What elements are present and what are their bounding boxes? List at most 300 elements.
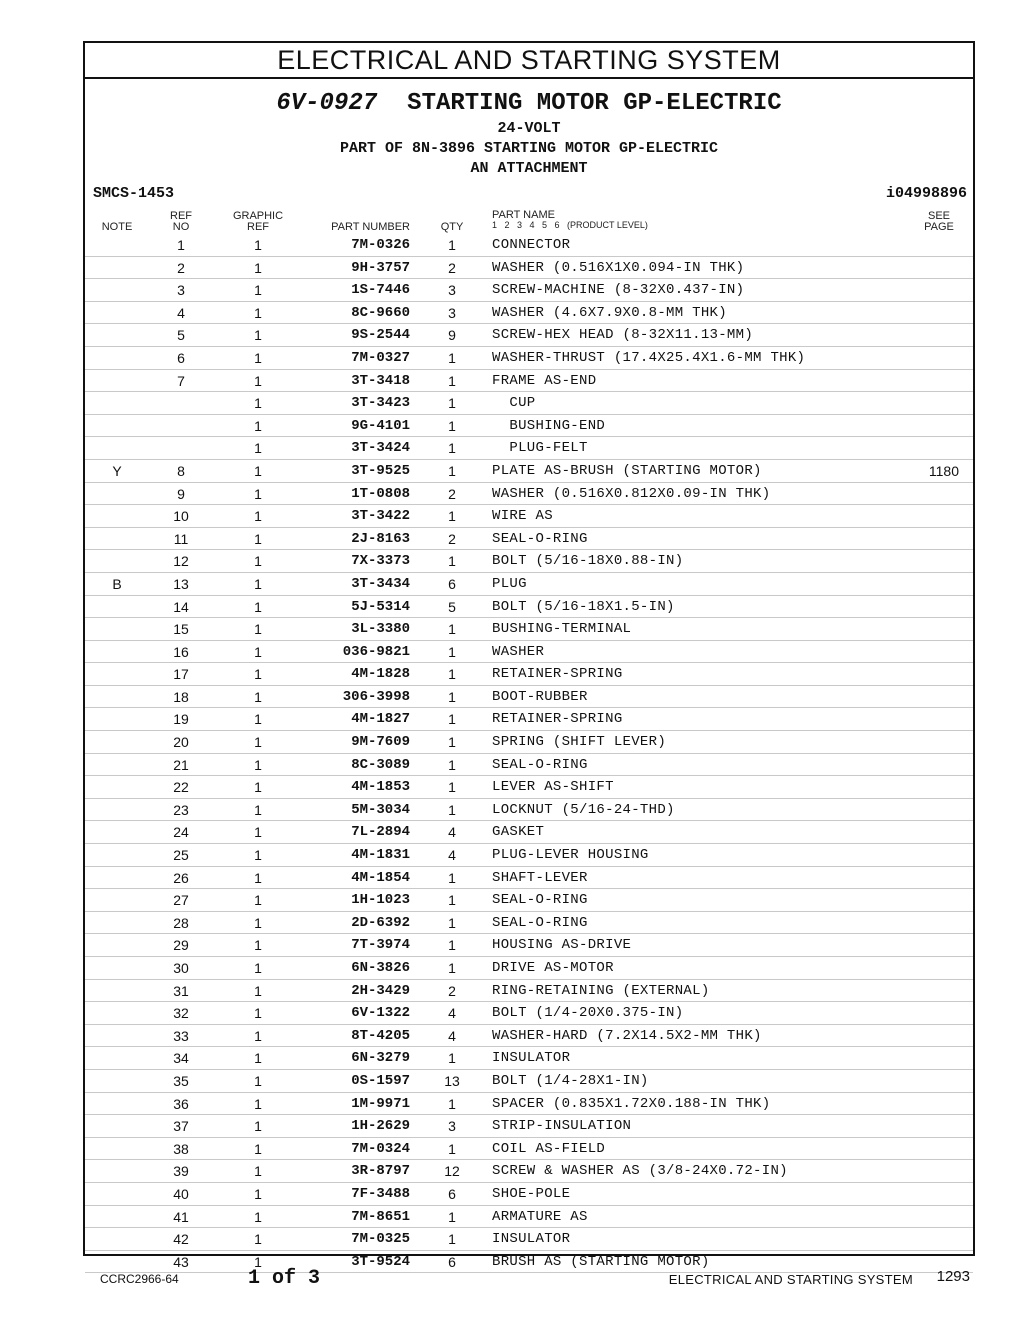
qty-cell: 1 xyxy=(448,666,456,683)
column-headers xyxy=(85,208,973,234)
see-page-cell: 1180 xyxy=(928,462,959,479)
graphic-ref-cell: 1 xyxy=(254,1253,262,1270)
ref-no-cell: 10 xyxy=(173,508,189,525)
col-part-name: PART NAME xyxy=(492,209,555,221)
part-number-cell: 5J-5314 xyxy=(351,598,410,615)
graphic-ref-cell: 1 xyxy=(254,1118,262,1135)
ref-no-cell: 26 xyxy=(173,869,189,886)
part-number-cell: 4M-1854 xyxy=(351,869,410,886)
qty-cell: 1 xyxy=(448,734,456,751)
part-number-cell: 7X-3373 xyxy=(351,553,410,570)
part-name-cell: GASKET xyxy=(492,824,545,841)
graphic-ref-cell: 1 xyxy=(254,395,262,412)
qty-cell: 1 xyxy=(448,756,456,773)
part-name-cell: INSULATOR xyxy=(492,1050,571,1067)
table-row xyxy=(85,1115,973,1138)
note-cell: B xyxy=(112,575,122,592)
part-number-cell: 9G-4101 xyxy=(351,417,410,434)
part-name-cell: SPRING (SHIFT LEVER) xyxy=(492,734,667,751)
part-name-cell: HOUSING AS-DRIVE xyxy=(492,937,632,954)
graphic-ref-cell: 1 xyxy=(254,485,262,502)
table-row xyxy=(85,799,973,822)
part-number-cell: 3T-3423 xyxy=(351,395,410,412)
part-number-cell: 3T-3424 xyxy=(351,440,410,457)
part-name-cell: WIRE AS xyxy=(492,508,553,525)
table-row xyxy=(85,234,973,257)
qty-cell: 12 xyxy=(444,1163,460,1180)
qty-cell: 1 xyxy=(448,801,456,818)
ref-no-cell: 34 xyxy=(173,1050,189,1067)
graphic-ref-cell: 1 xyxy=(254,327,262,344)
ref-no-cell: 38 xyxy=(173,1140,189,1157)
table-row xyxy=(85,505,973,528)
graphic-ref-cell: 1 xyxy=(254,462,262,479)
qty-cell: 1 xyxy=(448,937,456,954)
table-row xyxy=(85,686,973,709)
table-row xyxy=(85,776,973,799)
group-part-number: 6V-0927 xyxy=(276,90,378,117)
graphic-ref-cell: 1 xyxy=(254,982,262,999)
part-number-cell: 0S-1597 xyxy=(351,1072,410,1089)
table-row xyxy=(85,302,973,325)
col-note: NOTE xyxy=(101,221,133,233)
graphic-ref-cell: 1 xyxy=(254,1005,262,1022)
qty-cell: 6 xyxy=(448,1185,456,1202)
qty-cell: 4 xyxy=(448,824,456,841)
part-name-cell: SCREW-HEX HEAD (8-32X11.13-MM) xyxy=(492,327,754,344)
part-number-cell: 9M-7609 xyxy=(351,734,410,751)
part-number-cell: 7M-8651 xyxy=(351,1208,410,1225)
part-number-cell: 7F-3488 xyxy=(351,1185,410,1202)
ref-no-cell: 6 xyxy=(177,349,185,366)
table-row xyxy=(85,596,973,619)
graphic-ref-cell: 1 xyxy=(254,688,262,705)
part-number-cell: 3R-8797 xyxy=(351,1163,410,1180)
part-number-cell: 4M-1827 xyxy=(351,711,410,728)
table-row xyxy=(85,1070,973,1093)
part-name-cell: PLUG xyxy=(492,575,527,592)
table-row xyxy=(85,731,973,754)
qty-cell: 1 xyxy=(448,372,456,389)
graphic-ref-cell: 1 xyxy=(254,1163,262,1180)
col-ref-bottom: NO xyxy=(172,221,190,233)
table-row xyxy=(85,1025,973,1048)
part-name-cell: BOLT (1/4-28X1-IN) xyxy=(492,1072,649,1089)
ref-no-cell: 20 xyxy=(173,734,189,751)
part-name-cell: BUSHING-END xyxy=(492,417,606,434)
col-part-number: PART NUMBER xyxy=(331,221,410,233)
footer-code: CCRC2966-64 xyxy=(100,1272,179,1286)
ref-no-cell: 37 xyxy=(173,1118,189,1135)
table-row xyxy=(85,1002,973,1025)
ref-no-cell: 11 xyxy=(173,530,189,547)
document-id: i04998896 xyxy=(885,185,967,202)
part-name-cell: SEAL-O-RING xyxy=(492,892,588,909)
smcs-code: SMCS-1453 xyxy=(93,185,175,202)
part-name-cell: LEVER AS-SHIFT xyxy=(492,779,614,796)
part-name-cell: DRIVE AS-MOTOR xyxy=(492,960,614,976)
ref-no-cell: 28 xyxy=(173,914,189,931)
qty-cell: 1 xyxy=(448,621,456,638)
part-number-cell: 036-9821 xyxy=(342,643,410,660)
graphic-ref-cell: 1 xyxy=(254,1185,262,1202)
part-number-cell: 1S-7446 xyxy=(351,282,410,299)
part-name-cell: BUSHING-TERMINAL xyxy=(492,621,632,638)
graphic-ref-cell: 1 xyxy=(254,372,262,389)
part-number-cell: 6V-1322 xyxy=(351,1005,410,1022)
part-name-cell: WASHER (0.516X0.812X0.09-IN THK) xyxy=(492,485,771,502)
graphic-ref-cell: 1 xyxy=(254,530,262,547)
table-row xyxy=(85,844,973,867)
qty-cell: 1 xyxy=(448,1050,456,1067)
ref-no-cell: 42 xyxy=(173,1231,189,1248)
graphic-ref-cell: 1 xyxy=(254,598,262,615)
qty-cell: 1 xyxy=(448,553,456,570)
part-name-cell: BRUSH AS (STARTING MOTOR) xyxy=(492,1253,710,1270)
qty-cell: 2 xyxy=(448,982,456,999)
qty-cell: 1 xyxy=(448,237,456,253)
part-number-cell: 3T-3418 xyxy=(351,372,410,389)
parts-table-body xyxy=(85,234,973,1273)
table-row xyxy=(85,1183,973,1206)
part-number-cell: 8T-4205 xyxy=(351,1027,410,1044)
table-row xyxy=(85,437,973,460)
footer-page-number: 1293 xyxy=(936,1268,970,1285)
ref-no-cell: 19 xyxy=(173,711,189,728)
qty-cell: 3 xyxy=(448,1118,456,1135)
col-graphic-top: GRAPHIC xyxy=(232,210,284,222)
ref-no-cell: 4 xyxy=(177,304,185,321)
graphic-ref-cell: 1 xyxy=(254,643,262,660)
part-name-cell: BOLT (5/16-18X1.5-IN) xyxy=(492,598,675,615)
graphic-ref-cell: 1 xyxy=(254,937,262,954)
graphic-ref-cell: 1 xyxy=(254,1140,262,1157)
ref-no-cell: 29 xyxy=(173,937,189,954)
part-name-cell: CUP xyxy=(492,395,536,412)
table-row xyxy=(85,573,973,596)
part-number-cell: 7T-3974 xyxy=(351,937,410,954)
part-number-cell: 6N-3826 xyxy=(351,960,410,976)
qty-cell: 1 xyxy=(448,643,456,660)
note-cell: Y xyxy=(112,462,122,479)
graphic-ref-cell: 1 xyxy=(254,259,262,276)
part-number-cell: 8C-9660 xyxy=(351,304,410,321)
graphic-ref-cell: 1 xyxy=(254,237,262,253)
part-number-cell: 7M-0324 xyxy=(351,1140,410,1157)
part-name-cell: SCREW-MACHINE (8-32X0.437-IN) xyxy=(492,282,745,299)
part-number-cell: 7L-2894 xyxy=(351,824,410,841)
graphic-ref-cell: 1 xyxy=(254,1027,262,1044)
graphic-ref-cell: 1 xyxy=(254,508,262,525)
part-number-cell: 7M-0327 xyxy=(351,349,410,366)
part-name-cell: SEAL-O-RING xyxy=(492,530,588,547)
part-number-cell: 3L-3380 xyxy=(351,621,410,638)
group-title-line xyxy=(85,89,973,119)
part-number-cell: 8C-3089 xyxy=(351,756,410,773)
graphic-ref-cell: 1 xyxy=(254,960,262,976)
table-row xyxy=(85,980,973,1003)
part-name-cell: SPACER (0.835X1.72X0.188-IN THK) xyxy=(492,1095,771,1112)
smcs-row xyxy=(93,185,967,205)
part-number-cell: 1H-1023 xyxy=(351,892,410,909)
graphic-ref-cell: 1 xyxy=(254,847,262,864)
graphic-ref-cell: 1 xyxy=(254,779,262,796)
table-row xyxy=(85,347,973,370)
qty-cell: 1 xyxy=(448,1140,456,1157)
qty-cell: 1 xyxy=(448,1231,456,1248)
graphic-ref-cell: 1 xyxy=(254,575,262,592)
part-number-cell: 2J-8163 xyxy=(351,530,410,547)
part-number-cell: 3T-9525 xyxy=(351,462,410,479)
qty-cell: 4 xyxy=(448,1005,456,1022)
part-name-cell: WASHER xyxy=(492,643,545,660)
table-row xyxy=(85,821,973,844)
part-name-cell: WASHER-HARD (7.2X14.5X2-MM THK) xyxy=(492,1027,762,1044)
table-row xyxy=(85,1206,973,1229)
ref-no-cell: 21 xyxy=(173,756,189,773)
qty-cell: 4 xyxy=(448,847,456,864)
ref-no-cell: 24 xyxy=(173,824,189,841)
col-qty: QTY xyxy=(440,221,464,233)
graphic-ref-cell: 1 xyxy=(254,553,262,570)
ref-no-cell: 31 xyxy=(173,982,189,999)
graphic-ref-cell: 1 xyxy=(254,621,262,638)
part-name-cell: PLUG-LEVER HOUSING xyxy=(492,847,649,864)
part-number-cell: 6N-3279 xyxy=(351,1050,410,1067)
part-number-cell: 3T-9524 xyxy=(351,1253,410,1270)
ref-no-cell: 15 xyxy=(173,621,189,638)
graphic-ref-cell: 1 xyxy=(254,282,262,299)
part-name-cell: SHAFT-LEVER xyxy=(492,869,588,886)
part-name-cell: INSULATOR xyxy=(492,1231,571,1248)
table-row xyxy=(85,1160,973,1183)
graphic-ref-cell: 1 xyxy=(254,734,262,751)
col-graphic-bottom: REF xyxy=(247,221,269,233)
ref-no-cell: 13 xyxy=(173,575,189,592)
table-row xyxy=(85,663,973,686)
qty-cell: 3 xyxy=(448,304,456,321)
ref-no-cell: 32 xyxy=(173,1005,189,1022)
qty-cell: 2 xyxy=(448,530,456,547)
qty-cell: 1 xyxy=(448,711,456,728)
part-name-cell: WASHER (0.516X1X0.094-IN THK) xyxy=(492,259,745,276)
qty-cell: 1 xyxy=(448,779,456,796)
ref-no-cell: 27 xyxy=(173,892,189,909)
graphic-ref-cell: 1 xyxy=(254,349,262,366)
qty-cell: 1 xyxy=(448,462,456,479)
part-number-cell: 2D-6392 xyxy=(351,914,410,931)
table-row xyxy=(85,324,973,347)
table-row xyxy=(85,889,973,912)
part-name-cell: STRIP-INSULATION xyxy=(492,1118,632,1135)
section-title: ELECTRICAL AND STARTING SYSTEM xyxy=(85,43,973,79)
ref-no-cell: 5 xyxy=(177,327,185,344)
table-row xyxy=(85,1228,973,1251)
graphic-ref-cell: 1 xyxy=(254,869,262,886)
table-row xyxy=(85,641,973,664)
table-row xyxy=(85,415,973,438)
table-row xyxy=(85,754,973,777)
header-line-attachment: AN ATTACHMENT xyxy=(470,160,588,177)
part-number-cell: 3T-3434 xyxy=(351,575,410,592)
parts-page-frame xyxy=(83,41,975,1270)
qty-cell: 1 xyxy=(448,869,456,886)
table-row xyxy=(85,1138,973,1161)
part-number-cell: 9H-3757 xyxy=(351,259,410,276)
table-row xyxy=(85,279,973,302)
qty-cell: 13 xyxy=(444,1072,460,1089)
col-ref-top: REF xyxy=(170,210,192,222)
qty-cell: 1 xyxy=(448,417,456,434)
qty-cell: 2 xyxy=(448,485,456,502)
table-row xyxy=(85,957,973,980)
part-name-cell: BOLT (5/16-18X0.88-IN) xyxy=(492,553,684,570)
ref-no-cell: 39 xyxy=(173,1163,189,1180)
part-number-cell: 3T-3422 xyxy=(351,508,410,525)
part-name-cell: WASHER-THRUST (17.4X25.4X1.6-MM THK) xyxy=(492,349,806,366)
table-row xyxy=(85,1093,973,1116)
part-number-cell: 7M-0325 xyxy=(351,1231,410,1248)
qty-cell: 5 xyxy=(448,598,456,615)
header-line-part-of: PART OF 8N-3896 STARTING MOTOR GP-ELECTRIC xyxy=(339,140,719,157)
table-row xyxy=(85,550,973,573)
qty-cell: 1 xyxy=(448,1095,456,1112)
part-number-cell: 2H-3429 xyxy=(351,982,410,999)
graphic-ref-cell: 1 xyxy=(254,711,262,728)
table-row xyxy=(85,483,973,506)
ref-no-cell: 12 xyxy=(173,553,189,570)
part-name-cell: LOCKNUT (5/16-24-THD) xyxy=(492,801,675,818)
ref-no-cell: 43 xyxy=(173,1253,189,1270)
qty-cell: 2 xyxy=(448,259,456,276)
qty-cell: 9 xyxy=(448,327,456,344)
part-name-cell: RETAINER-SPRING xyxy=(492,666,623,683)
graphic-ref-cell: 1 xyxy=(254,914,262,931)
part-name-cell: PLATE AS-BRUSH (STARTING MOTOR) xyxy=(492,462,762,479)
qty-cell: 4 xyxy=(448,1027,456,1044)
part-number-cell: 9S-2544 xyxy=(351,327,410,344)
ref-no-cell: 23 xyxy=(173,801,189,818)
table-row xyxy=(85,370,973,393)
qty-cell: 6 xyxy=(448,575,456,592)
part-name-cell: SEAL-O-RING xyxy=(492,914,588,931)
part-number-cell: 1T-0808 xyxy=(351,485,410,502)
table-row xyxy=(85,708,973,731)
table-row xyxy=(85,934,973,957)
graphic-ref-cell: 1 xyxy=(254,1231,262,1248)
part-number-cell: 4M-1828 xyxy=(351,666,410,683)
part-name-cell: ARMATURE AS xyxy=(492,1208,588,1225)
ref-no-cell: 40 xyxy=(173,1185,189,1202)
qty-cell: 3 xyxy=(448,282,456,299)
ref-no-cell: 22 xyxy=(173,779,189,796)
header-line-voltage: 24-VOLT xyxy=(497,120,561,137)
ref-no-cell: 41 xyxy=(173,1208,189,1225)
ref-no-cell: 7 xyxy=(177,372,185,389)
col-product-levels: 1 2 3 4 5 6 (PRODUCT LEVEL) xyxy=(492,220,648,230)
part-name-cell: RING-RETAINING (EXTERNAL) xyxy=(492,982,710,999)
ref-no-cell: 35 xyxy=(173,1072,189,1089)
table-row xyxy=(85,528,973,551)
part-number-cell: 1M-9971 xyxy=(351,1095,410,1112)
part-number-cell: 4M-1853 xyxy=(351,779,410,796)
qty-cell: 6 xyxy=(448,1253,456,1270)
part-name-cell: PLUG-FELT xyxy=(492,440,588,457)
qty-cell: 1 xyxy=(448,395,456,412)
footer-page-of: 1 of 3 xyxy=(248,1267,321,1290)
ref-no-cell: 14 xyxy=(173,598,189,615)
ref-no-cell: 16 xyxy=(173,643,189,660)
part-name-cell: BOOT-RUBBER xyxy=(492,688,588,705)
part-name-cell: SHOE-POLE xyxy=(492,1185,571,1202)
table-row xyxy=(85,257,973,280)
col-see-top: SEE xyxy=(927,210,950,222)
graphic-ref-cell: 1 xyxy=(254,756,262,773)
part-number-cell: 306-3998 xyxy=(342,688,410,705)
part-name-cell: BOLT (1/4-20X0.375-IN) xyxy=(492,1005,684,1022)
ref-no-cell: 18 xyxy=(173,688,189,705)
qty-cell: 1 xyxy=(448,914,456,931)
graphic-ref-cell: 1 xyxy=(254,1072,262,1089)
graphic-ref-cell: 1 xyxy=(254,1095,262,1112)
table-row xyxy=(85,392,973,415)
part-number-cell: 4M-1831 xyxy=(351,847,410,864)
graphic-ref-cell: 1 xyxy=(254,440,262,457)
group-title: STARTING MOTOR GP-ELECTRIC xyxy=(407,90,782,117)
part-name-cell: SCREW & WASHER AS (3/8-24X0.72-IN) xyxy=(492,1163,788,1180)
part-name-cell: COIL AS-FIELD xyxy=(492,1140,606,1157)
part-number-cell: 7M-0326 xyxy=(351,237,410,253)
graphic-ref-cell: 1 xyxy=(254,304,262,321)
graphic-ref-cell: 1 xyxy=(254,1208,262,1225)
graphic-ref-cell: 1 xyxy=(254,1050,262,1067)
qty-cell: 1 xyxy=(448,508,456,525)
graphic-ref-cell: 1 xyxy=(254,801,262,818)
part-name-cell: CONNECTOR xyxy=(492,237,571,253)
ref-no-cell: 1 xyxy=(177,237,185,253)
ref-no-cell: 3 xyxy=(177,282,185,299)
table-row xyxy=(85,912,973,935)
ref-no-cell: 25 xyxy=(173,847,189,864)
part-number-cell: 1H-2629 xyxy=(351,1118,410,1135)
qty-cell: 1 xyxy=(448,960,456,976)
table-row xyxy=(85,867,973,890)
part-number-cell: 5M-3034 xyxy=(351,801,410,818)
table-row xyxy=(85,460,973,483)
graphic-ref-cell: 1 xyxy=(254,417,262,434)
ref-no-cell: 36 xyxy=(173,1095,189,1112)
part-name-cell: SEAL-O-RING xyxy=(492,756,588,773)
ref-no-cell: 9 xyxy=(177,485,185,502)
graphic-ref-cell: 1 xyxy=(254,824,262,841)
qty-cell: 1 xyxy=(448,440,456,457)
graphic-ref-cell: 1 xyxy=(254,892,262,909)
col-see-bottom: PAGE xyxy=(924,221,954,233)
part-name-cell: FRAME AS-END xyxy=(492,372,597,389)
qty-cell: 1 xyxy=(448,349,456,366)
ref-no-cell: 33 xyxy=(173,1027,189,1044)
ref-no-cell: 30 xyxy=(173,960,189,976)
ref-no-cell: 17 xyxy=(173,666,189,683)
part-name-cell: WASHER (4.6X7.9X0.8-MM THK) xyxy=(492,304,727,321)
table-row xyxy=(85,618,973,641)
ref-no-cell: 2 xyxy=(177,259,185,276)
group-header xyxy=(85,79,973,179)
page-footer xyxy=(0,1262,1020,1292)
graphic-ref-cell: 1 xyxy=(254,666,262,683)
qty-cell: 1 xyxy=(448,892,456,909)
ref-no-cell: 8 xyxy=(177,462,185,479)
